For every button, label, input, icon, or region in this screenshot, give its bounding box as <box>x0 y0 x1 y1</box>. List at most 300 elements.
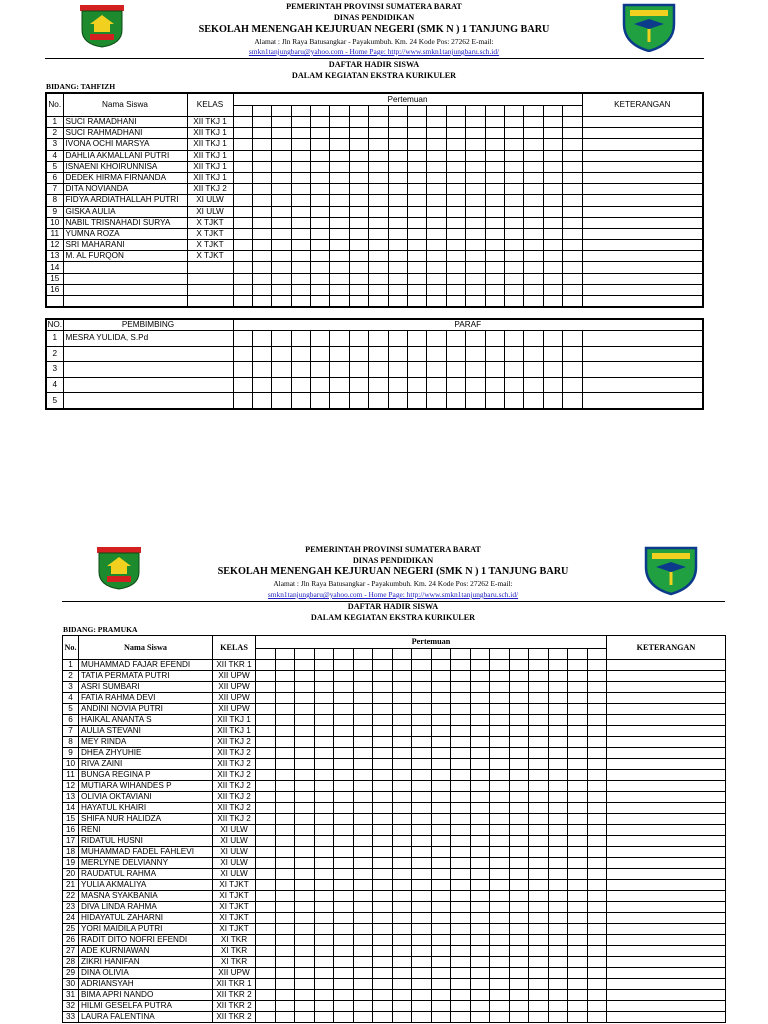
attendance-cell[interactable] <box>412 781 432 792</box>
attendance-cell[interactable] <box>373 990 393 1001</box>
attendance-cell[interactable] <box>256 836 276 847</box>
attendance-cell[interactable] <box>334 781 354 792</box>
attendance-cell[interactable] <box>466 240 485 251</box>
attendance-cell[interactable] <box>543 273 562 284</box>
attendance-cell[interactable] <box>295 902 315 913</box>
attendance-cell[interactable] <box>587 979 607 990</box>
attendance-cell[interactable] <box>392 869 412 880</box>
attendance-cell[interactable] <box>314 836 334 847</box>
attendance-cell[interactable] <box>295 660 315 671</box>
attendance-cell[interactable] <box>568 1012 588 1023</box>
attendance-cell[interactable] <box>568 781 588 792</box>
signature-cell[interactable] <box>388 377 407 393</box>
attendance-cell[interactable] <box>587 880 607 891</box>
attendance-cell[interactable] <box>256 1012 276 1023</box>
attendance-cell[interactable] <box>568 726 588 737</box>
attendance-cell[interactable] <box>427 184 446 195</box>
note-cell[interactable] <box>607 924 726 935</box>
attendance-cell[interactable] <box>563 150 582 161</box>
attendance-cell[interactable] <box>373 671 393 682</box>
attendance-cell[interactable] <box>353 715 373 726</box>
attendance-cell[interactable] <box>311 296 330 308</box>
attendance-cell[interactable] <box>568 990 588 1001</box>
attendance-cell[interactable] <box>446 251 465 262</box>
attendance-cell[interactable] <box>490 957 510 968</box>
attendance-cell[interactable] <box>568 693 588 704</box>
attendance-cell[interactable] <box>334 836 354 847</box>
note-cell[interactable] <box>607 792 726 803</box>
attendance-cell[interactable] <box>334 671 354 682</box>
attendance-cell[interactable] <box>451 869 471 880</box>
attendance-cell[interactable] <box>587 946 607 957</box>
attendance-cell[interactable] <box>543 284 562 295</box>
attendance-cell[interactable] <box>388 228 407 239</box>
attendance-cell[interactable] <box>256 957 276 968</box>
attendance-cell[interactable] <box>252 172 271 183</box>
attendance-cell[interactable] <box>353 924 373 935</box>
attendance-cell[interactable] <box>504 296 523 308</box>
attendance-cell[interactable] <box>529 913 549 924</box>
attendance-cell[interactable] <box>451 660 471 671</box>
attendance-cell[interactable] <box>451 671 471 682</box>
attendance-cell[interactable] <box>392 682 412 693</box>
attendance-cell[interactable] <box>272 228 291 239</box>
attendance-cell[interactable] <box>295 671 315 682</box>
attendance-cell[interactable] <box>353 1001 373 1012</box>
attendance-cell[interactable] <box>373 891 393 902</box>
attendance-cell[interactable] <box>334 792 354 803</box>
attendance-cell[interactable] <box>509 825 529 836</box>
attendance-cell[interactable] <box>373 836 393 847</box>
attendance-cell[interactable] <box>334 869 354 880</box>
signature-cell[interactable] <box>272 377 291 393</box>
attendance-cell[interactable] <box>446 139 465 150</box>
attendance-cell[interactable] <box>451 891 471 902</box>
attendance-cell[interactable] <box>485 128 504 139</box>
attendance-cell[interactable] <box>485 139 504 150</box>
attendance-cell[interactable] <box>509 748 529 759</box>
attendance-cell[interactable] <box>563 284 582 295</box>
attendance-cell[interactable] <box>275 968 295 979</box>
signature-cell[interactable] <box>349 362 368 378</box>
note-cell[interactable] <box>607 748 726 759</box>
attendance-cell[interactable] <box>291 128 310 139</box>
attendance-cell[interactable] <box>295 946 315 957</box>
attendance-cell[interactable] <box>314 891 334 902</box>
attendance-cell[interactable] <box>412 858 432 869</box>
attendance-cell[interactable] <box>388 262 407 273</box>
attendance-cell[interactable] <box>548 792 568 803</box>
attendance-cell[interactable] <box>334 748 354 759</box>
attendance-cell[interactable] <box>431 847 451 858</box>
attendance-cell[interactable] <box>388 184 407 195</box>
attendance-cell[interactable] <box>369 273 388 284</box>
attendance-cell[interactable] <box>252 284 271 295</box>
signature-cell[interactable] <box>233 362 252 378</box>
attendance-cell[interactable] <box>275 792 295 803</box>
attendance-cell[interactable] <box>349 195 368 206</box>
attendance-cell[interactable] <box>529 869 549 880</box>
signature-cell[interactable] <box>233 346 252 362</box>
attendance-cell[interactable] <box>412 902 432 913</box>
attendance-cell[interactable] <box>568 748 588 759</box>
attendance-cell[interactable] <box>568 924 588 935</box>
attendance-cell[interactable] <box>431 990 451 1001</box>
attendance-cell[interactable] <box>373 957 393 968</box>
attendance-cell[interactable] <box>353 880 373 891</box>
attendance-cell[interactable] <box>233 217 252 228</box>
attendance-cell[interactable] <box>470 946 490 957</box>
header-web-link[interactable]: smkn1tanjungbaru@yahoo.com - Home Page: http://www.smkn1tanjungbaru.sch.id/ <box>267 590 519 599</box>
attendance-cell[interactable] <box>388 139 407 150</box>
attendance-cell[interactable] <box>446 206 465 217</box>
attendance-cell[interactable] <box>252 128 271 139</box>
attendance-cell[interactable] <box>451 946 471 957</box>
attendance-cell[interactable] <box>427 284 446 295</box>
attendance-cell[interactable] <box>408 240 427 251</box>
attendance-cell[interactable] <box>568 847 588 858</box>
attendance-cell[interactable] <box>548 946 568 957</box>
note-cell[interactable] <box>607 682 726 693</box>
attendance-cell[interactable] <box>504 284 523 295</box>
attendance-cell[interactable] <box>392 715 412 726</box>
attendance-cell[interactable] <box>548 902 568 913</box>
attendance-cell[interactable] <box>272 128 291 139</box>
attendance-cell[interactable] <box>373 946 393 957</box>
attendance-cell[interactable] <box>466 139 485 150</box>
attendance-cell[interactable] <box>408 217 427 228</box>
attendance-cell[interactable] <box>509 1001 529 1012</box>
attendance-cell[interactable] <box>349 184 368 195</box>
attendance-cell[interactable] <box>470 715 490 726</box>
attendance-cell[interactable] <box>388 251 407 262</box>
attendance-cell[interactable] <box>563 172 582 183</box>
attendance-cell[interactable] <box>548 748 568 759</box>
attendance-cell[interactable] <box>256 748 276 759</box>
attendance-cell[interactable] <box>509 902 529 913</box>
attendance-cell[interactable] <box>291 195 310 206</box>
attendance-cell[interactable] <box>373 704 393 715</box>
attendance-cell[interactable] <box>563 240 582 251</box>
attendance-cell[interactable] <box>252 251 271 262</box>
attendance-cell[interactable] <box>451 836 471 847</box>
attendance-cell[interactable] <box>330 172 349 183</box>
attendance-cell[interactable] <box>446 117 465 128</box>
signature-cell[interactable] <box>311 362 330 378</box>
signature-cell[interactable] <box>349 377 368 393</box>
attendance-cell[interactable] <box>330 284 349 295</box>
attendance-cell[interactable] <box>295 924 315 935</box>
attendance-cell[interactable] <box>446 128 465 139</box>
attendance-cell[interactable] <box>388 206 407 217</box>
note-cell[interactable] <box>582 184 703 195</box>
attendance-cell[interactable] <box>252 240 271 251</box>
attendance-cell[interactable] <box>490 869 510 880</box>
attendance-cell[interactable] <box>470 759 490 770</box>
attendance-cell[interactable] <box>490 726 510 737</box>
attendance-cell[interactable] <box>524 128 543 139</box>
attendance-cell[interactable] <box>543 139 562 150</box>
attendance-cell[interactable] <box>388 172 407 183</box>
attendance-cell[interactable] <box>446 217 465 228</box>
attendance-cell[interactable] <box>509 946 529 957</box>
attendance-cell[interactable] <box>563 139 582 150</box>
signature-cell[interactable] <box>582 393 703 409</box>
attendance-cell[interactable] <box>412 803 432 814</box>
attendance-cell[interactable] <box>548 913 568 924</box>
attendance-cell[interactable] <box>314 671 334 682</box>
attendance-cell[interactable] <box>431 902 451 913</box>
attendance-cell[interactable] <box>427 217 446 228</box>
signature-cell[interactable] <box>272 362 291 378</box>
attendance-cell[interactable] <box>275 847 295 858</box>
attendance-cell[interactable] <box>509 704 529 715</box>
attendance-cell[interactable] <box>529 792 549 803</box>
attendance-cell[interactable] <box>275 726 295 737</box>
attendance-cell[interactable] <box>431 891 451 902</box>
attendance-cell[interactable] <box>470 671 490 682</box>
attendance-cell[interactable] <box>412 1012 432 1023</box>
attendance-cell[interactable] <box>369 217 388 228</box>
attendance-cell[interactable] <box>349 172 368 183</box>
attendance-cell[interactable] <box>373 814 393 825</box>
attendance-cell[interactable] <box>529 693 549 704</box>
attendance-cell[interactable] <box>369 195 388 206</box>
attendance-cell[interactable] <box>529 990 549 1001</box>
signature-cell[interactable] <box>563 331 582 347</box>
attendance-cell[interactable] <box>256 792 276 803</box>
attendance-cell[interactable] <box>256 1001 276 1012</box>
attendance-cell[interactable] <box>295 814 315 825</box>
attendance-cell[interactable] <box>587 836 607 847</box>
attendance-cell[interactable] <box>330 240 349 251</box>
attendance-cell[interactable] <box>548 1012 568 1023</box>
attendance-cell[interactable] <box>392 792 412 803</box>
attendance-cell[interactable] <box>311 150 330 161</box>
attendance-cell[interactable] <box>431 924 451 935</box>
signature-cell[interactable] <box>252 393 271 409</box>
attendance-cell[interactable] <box>431 968 451 979</box>
attendance-cell[interactable] <box>373 902 393 913</box>
attendance-cell[interactable] <box>256 660 276 671</box>
attendance-cell[interactable] <box>349 161 368 172</box>
attendance-cell[interactable] <box>509 880 529 891</box>
attendance-cell[interactable] <box>509 979 529 990</box>
attendance-cell[interactable] <box>587 704 607 715</box>
attendance-cell[interactable] <box>490 660 510 671</box>
attendance-cell[interactable] <box>427 150 446 161</box>
attendance-cell[interactable] <box>431 935 451 946</box>
attendance-cell[interactable] <box>373 693 393 704</box>
signature-cell[interactable] <box>233 331 252 347</box>
signature-cell[interactable] <box>504 377 523 393</box>
attendance-cell[interactable] <box>349 273 368 284</box>
attendance-cell[interactable] <box>587 715 607 726</box>
attendance-cell[interactable] <box>587 913 607 924</box>
attendance-cell[interactable] <box>295 847 315 858</box>
signature-cell[interactable] <box>388 362 407 378</box>
attendance-cell[interactable] <box>431 913 451 924</box>
note-cell[interactable] <box>607 946 726 957</box>
attendance-cell[interactable] <box>548 979 568 990</box>
attendance-cell[interactable] <box>408 184 427 195</box>
attendance-cell[interactable] <box>587 990 607 1001</box>
attendance-cell[interactable] <box>233 172 252 183</box>
attendance-cell[interactable] <box>272 296 291 308</box>
attendance-cell[interactable] <box>509 660 529 671</box>
attendance-cell[interactable] <box>568 803 588 814</box>
attendance-cell[interactable] <box>524 184 543 195</box>
attendance-cell[interactable] <box>548 770 568 781</box>
attendance-cell[interactable] <box>587 1001 607 1012</box>
attendance-cell[interactable] <box>490 781 510 792</box>
attendance-cell[interactable] <box>587 957 607 968</box>
attendance-cell[interactable] <box>431 880 451 891</box>
attendance-cell[interactable] <box>412 891 432 902</box>
attendance-cell[interactable] <box>349 128 368 139</box>
attendance-cell[interactable] <box>427 262 446 273</box>
attendance-cell[interactable] <box>451 935 471 946</box>
attendance-cell[interactable] <box>353 935 373 946</box>
attendance-cell[interactable] <box>295 803 315 814</box>
attendance-cell[interactable] <box>548 726 568 737</box>
attendance-cell[interactable] <box>431 1001 451 1012</box>
attendance-cell[interactable] <box>587 792 607 803</box>
attendance-cell[interactable] <box>369 251 388 262</box>
attendance-cell[interactable] <box>272 217 291 228</box>
signature-cell[interactable] <box>291 362 310 378</box>
attendance-cell[interactable] <box>548 957 568 968</box>
attendance-cell[interactable] <box>524 172 543 183</box>
note-cell[interactable] <box>607 990 726 1001</box>
attendance-cell[interactable] <box>470 748 490 759</box>
attendance-cell[interactable] <box>563 296 582 308</box>
attendance-cell[interactable] <box>451 748 471 759</box>
attendance-cell[interactable] <box>524 228 543 239</box>
attendance-cell[interactable] <box>256 781 276 792</box>
attendance-cell[interactable] <box>388 217 407 228</box>
attendance-cell[interactable] <box>529 880 549 891</box>
attendance-cell[interactable] <box>466 251 485 262</box>
attendance-cell[interactable] <box>529 902 549 913</box>
attendance-cell[interactable] <box>373 803 393 814</box>
signature-cell[interactable] <box>388 393 407 409</box>
attendance-cell[interactable] <box>330 262 349 273</box>
attendance-cell[interactable] <box>509 792 529 803</box>
attendance-cell[interactable] <box>314 759 334 770</box>
attendance-cell[interactable] <box>275 990 295 1001</box>
attendance-cell[interactable] <box>314 869 334 880</box>
attendance-cell[interactable] <box>427 161 446 172</box>
note-cell[interactable] <box>582 251 703 262</box>
attendance-cell[interactable] <box>431 1012 451 1023</box>
attendance-cell[interactable] <box>334 704 354 715</box>
signature-cell[interactable] <box>485 393 504 409</box>
attendance-cell[interactable] <box>529 770 549 781</box>
attendance-cell[interactable] <box>587 814 607 825</box>
attendance-cell[interactable] <box>295 935 315 946</box>
note-cell[interactable] <box>607 814 726 825</box>
attendance-cell[interactable] <box>412 792 432 803</box>
attendance-cell[interactable] <box>334 660 354 671</box>
signature-cell[interactable] <box>563 393 582 409</box>
signature-cell[interactable] <box>349 393 368 409</box>
attendance-cell[interactable] <box>568 935 588 946</box>
attendance-cell[interactable] <box>529 836 549 847</box>
attendance-cell[interactable] <box>412 693 432 704</box>
attendance-cell[interactable] <box>587 759 607 770</box>
attendance-cell[interactable] <box>490 990 510 1001</box>
attendance-cell[interactable] <box>392 825 412 836</box>
attendance-cell[interactable] <box>353 847 373 858</box>
attendance-cell[interactable] <box>272 262 291 273</box>
attendance-cell[interactable] <box>451 726 471 737</box>
signature-cell[interactable] <box>563 377 582 393</box>
attendance-cell[interactable] <box>334 803 354 814</box>
attendance-cell[interactable] <box>353 781 373 792</box>
signature-cell[interactable] <box>504 331 523 347</box>
attendance-cell[interactable] <box>524 139 543 150</box>
note-cell[interactable] <box>582 284 703 295</box>
attendance-cell[interactable] <box>392 748 412 759</box>
attendance-cell[interactable] <box>369 172 388 183</box>
attendance-cell[interactable] <box>392 913 412 924</box>
attendance-cell[interactable] <box>543 150 562 161</box>
attendance-cell[interactable] <box>548 869 568 880</box>
attendance-cell[interactable] <box>412 814 432 825</box>
attendance-cell[interactable] <box>373 1001 393 1012</box>
attendance-cell[interactable] <box>529 968 549 979</box>
attendance-cell[interactable] <box>412 990 432 1001</box>
attendance-cell[interactable] <box>373 913 393 924</box>
attendance-cell[interactable] <box>275 660 295 671</box>
attendance-cell[interactable] <box>275 1012 295 1023</box>
attendance-cell[interactable] <box>412 660 432 671</box>
attendance-cell[interactable] <box>509 781 529 792</box>
note-cell[interactable] <box>607 913 726 924</box>
signature-cell[interactable] <box>311 377 330 393</box>
attendance-cell[interactable] <box>451 792 471 803</box>
attendance-cell[interactable] <box>349 228 368 239</box>
attendance-cell[interactable] <box>275 748 295 759</box>
attendance-cell[interactable] <box>466 161 485 172</box>
attendance-cell[interactable] <box>334 880 354 891</box>
attendance-cell[interactable] <box>490 858 510 869</box>
signature-cell[interactable] <box>369 331 388 347</box>
signature-cell[interactable] <box>311 346 330 362</box>
attendance-cell[interactable] <box>451 814 471 825</box>
attendance-cell[interactable] <box>490 803 510 814</box>
attendance-cell[interactable] <box>485 240 504 251</box>
attendance-cell[interactable] <box>295 792 315 803</box>
attendance-cell[interactable] <box>392 968 412 979</box>
signature-cell[interactable] <box>330 377 349 393</box>
attendance-cell[interactable] <box>373 858 393 869</box>
attendance-cell[interactable] <box>408 139 427 150</box>
attendance-cell[interactable] <box>412 726 432 737</box>
attendance-cell[interactable] <box>568 968 588 979</box>
attendance-cell[interactable] <box>334 858 354 869</box>
attendance-cell[interactable] <box>388 161 407 172</box>
attendance-cell[interactable] <box>233 240 252 251</box>
attendance-cell[interactable] <box>349 217 368 228</box>
attendance-cell[interactable] <box>548 990 568 1001</box>
attendance-cell[interactable] <box>349 117 368 128</box>
attendance-cell[interactable] <box>431 792 451 803</box>
attendance-cell[interactable] <box>427 251 446 262</box>
attendance-cell[interactable] <box>388 117 407 128</box>
attendance-cell[interactable] <box>373 737 393 748</box>
